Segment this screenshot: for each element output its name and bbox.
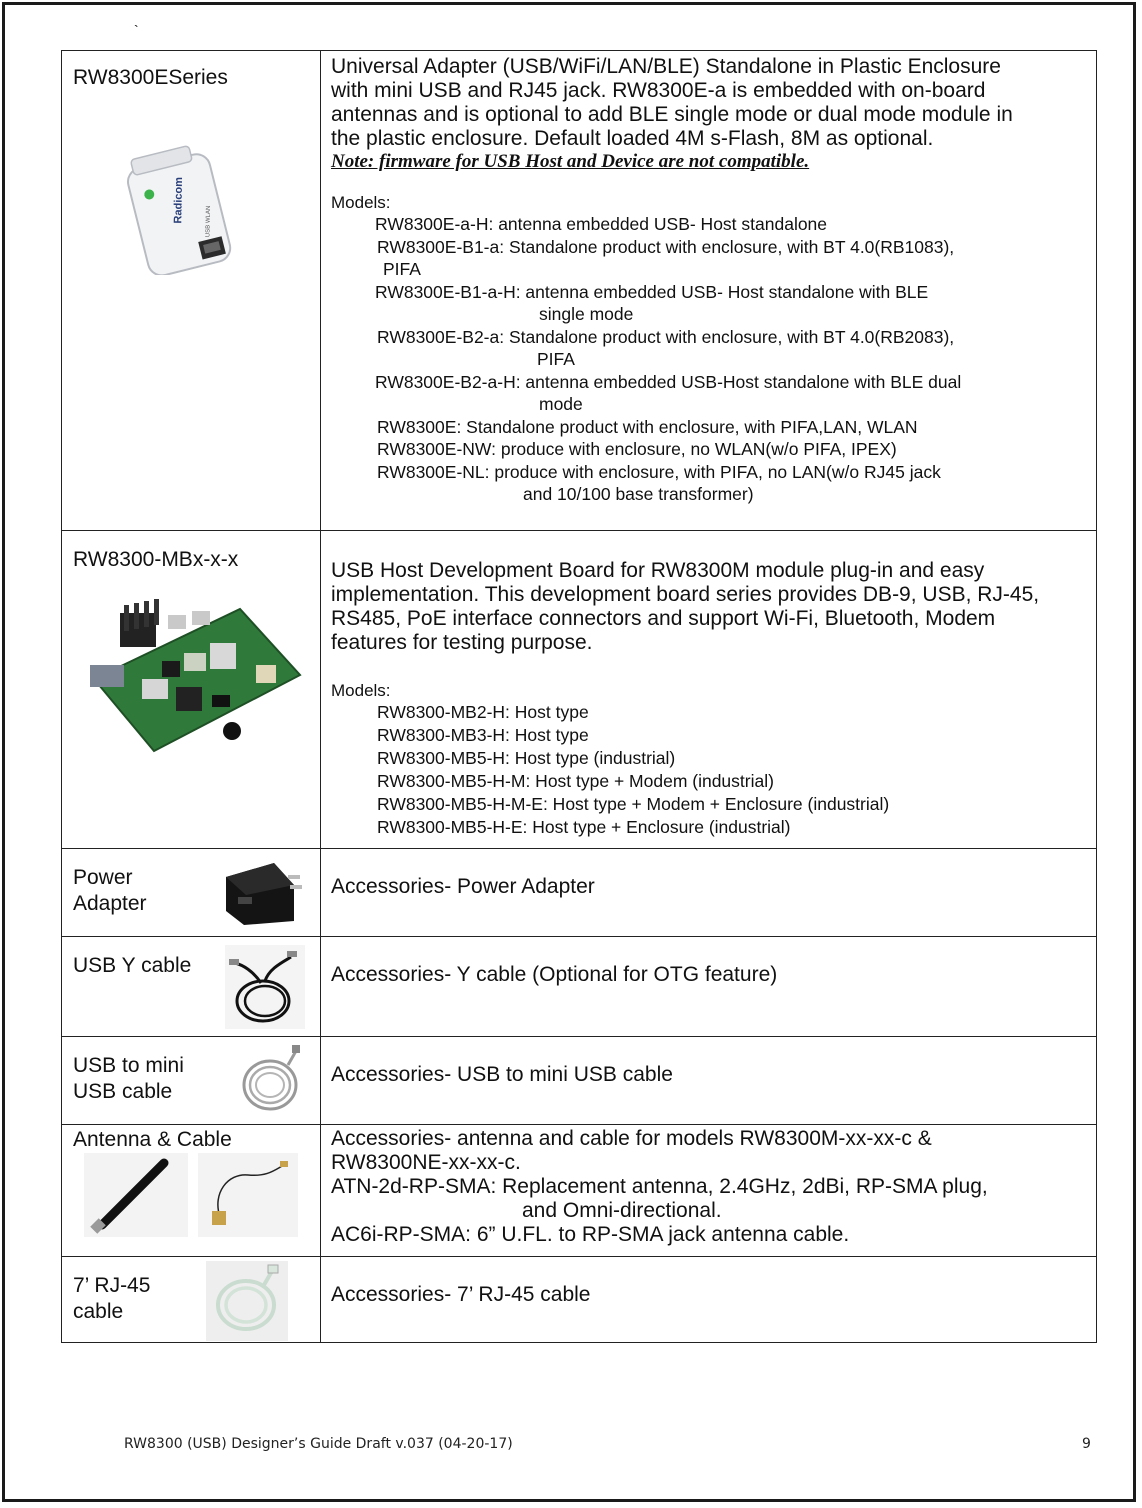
power-adapter-photo bbox=[218, 855, 304, 931]
product-table bbox=[61, 50, 1097, 1343]
desc-line: Accessories- Y cable (Optional for OTG feature) bbox=[331, 963, 778, 986]
description-cell bbox=[321, 51, 1097, 531]
model-entry: RW8300-MB5-H-M-E: Host type + Modem + Enclosure (industrial) bbox=[377, 794, 890, 814]
label-cell bbox=[62, 937, 321, 1037]
model-entry: RW8300E-NL: produce with enclosure, with PIFA, no LAN(w/o RJ45 jack and 10/100 base transformer) bbox=[377, 461, 941, 504]
desc-line: AC6i-RP-SMA: 6” U.FL. to RP-SMA jack antenna cable. bbox=[331, 1223, 850, 1246]
row-label: RW8300-MBx-x-x bbox=[73, 548, 239, 571]
y-cable-photo bbox=[225, 945, 305, 1029]
description-cell bbox=[321, 849, 1097, 937]
description-cell bbox=[321, 937, 1097, 1037]
desc-line: RS485, PoE interface connectors and support Wi-Fi, Bluetooth, Modem bbox=[331, 607, 996, 630]
table-row bbox=[62, 937, 1097, 1037]
desc-line: Universal Adapter (USB/WiFi/LAN/BLE) Standalone in Plastic Enclosure bbox=[331, 55, 1001, 78]
model-entry: RW8300E-B2-a: Standalone product with enclosure, with BT 4.0(RB2083), PIFA bbox=[377, 326, 955, 369]
model-entry: RW8300E-a-H: antenna embedded USB- Host standalone bbox=[375, 214, 828, 234]
desc-line: Accessories- antenna and cable for models RW8300M-xx-xx-c & bbox=[331, 1127, 932, 1150]
row-label: Antenna & Cable bbox=[73, 1128, 232, 1151]
device-sub-text: USB WLAN bbox=[205, 205, 212, 238]
model-entry: RW8300-MB5-H: Host type (industrial) bbox=[377, 748, 676, 768]
desc-line: RW8300NE-xx-xx-c. bbox=[331, 1151, 521, 1174]
table-row bbox=[62, 1257, 1097, 1343]
label-cell bbox=[62, 849, 321, 937]
description-cell bbox=[321, 531, 1097, 849]
model-entry: RW8300E-B1-a-H: antenna embedded USB- Host standalone with BLE single mode bbox=[375, 281, 929, 324]
firmware-note: Note: firmware for USB Host and Device are not compatible. bbox=[331, 151, 810, 172]
model-entry: RW8300E-NW: produce with enclosure, no WLAN(w/o PIFA, IPEX) bbox=[377, 439, 897, 459]
model-entry: RW8300-MB5-H-M: Host type + Modem (industrial) bbox=[377, 771, 774, 791]
antenna-photo bbox=[84, 1153, 188, 1237]
desc-line: features for testing purpose. bbox=[331, 631, 593, 654]
model-entry: RW8300E-B1-a: Standalone product with enclosure, with BT 4.0(RB1083), PIFA bbox=[377, 236, 955, 279]
row-label: Power Adapter bbox=[73, 866, 147, 915]
footer-title: RW8300 (USB) Designer’s Guide Draft v.037 (04-20-17) bbox=[124, 1436, 513, 1452]
label-cell bbox=[62, 1037, 321, 1125]
desc-line: Accessories- 7’ RJ-45 cable bbox=[331, 1283, 591, 1306]
mini-usb-cable-photo bbox=[236, 1043, 306, 1119]
desc-line: with mini USB and RJ45 jack. RW8300E-a is embedded with on-board bbox=[331, 79, 986, 102]
page-number: 9 bbox=[1082, 1436, 1091, 1452]
row-label: RW8300ESeries bbox=[73, 66, 228, 89]
label-cell bbox=[62, 1125, 321, 1257]
model-entry: RW8300-MB2-H: Host type bbox=[377, 702, 589, 722]
model-entry: RW8300-MB3-H: Host type bbox=[377, 725, 589, 745]
antenna-cable-photo bbox=[198, 1153, 298, 1237]
desc-line: the plastic enclosure. Default loaded 4M s-Flash, 8M as optional. bbox=[331, 127, 934, 150]
table-row bbox=[62, 531, 1097, 849]
table-row bbox=[62, 51, 1097, 531]
table-row bbox=[62, 849, 1097, 937]
label-cell bbox=[62, 1257, 321, 1343]
model-entry: RW8300-MB5-H-E: Host type + Enclosure (industrial) bbox=[377, 817, 791, 837]
stray-mark: ` bbox=[134, 22, 139, 38]
desc-line: ATN-2d-RP-SMA: Replacement antenna, 2.4GHz, 2dBi, RP-SMA plug, bbox=[331, 1175, 988, 1198]
dev-board-photo bbox=[80, 591, 306, 759]
model-entry: RW8300E-B2-a-H: antenna embedded USB-Host standalone with BLE dual mode bbox=[375, 371, 962, 414]
desc-line: implementation. This development board series provides DB-9, USB, RJ-45, bbox=[331, 583, 1040, 606]
model-entry: RW8300E: Standalone product with enclosure, with PIFA,LAN, WLAN bbox=[377, 416, 918, 437]
desc-line: antennas and is optional to add BLE single mode or dual mode module in bbox=[331, 103, 1013, 126]
desc-line: USB Host Development Board for RW8300M module plug-in and easy bbox=[331, 559, 985, 582]
description-cell bbox=[321, 1257, 1097, 1343]
table-row bbox=[62, 1037, 1097, 1125]
row-label: 7’ RJ-45 cable bbox=[73, 1274, 151, 1323]
desc-line: Accessories- USB to mini USB cable bbox=[331, 1063, 673, 1086]
description-cell bbox=[321, 1037, 1097, 1125]
label-cell bbox=[62, 531, 321, 849]
row-label: USB to mini USB cable bbox=[73, 1054, 184, 1103]
desc-line: Accessories- Power Adapter bbox=[331, 875, 595, 898]
description-cell bbox=[321, 1125, 1097, 1257]
models-heading: Models: bbox=[331, 681, 391, 700]
row-label: USB Y cable bbox=[73, 954, 192, 977]
label-cell bbox=[62, 51, 321, 531]
desc-line: and Omni-directional. bbox=[522, 1199, 722, 1222]
rj45-cable-photo bbox=[206, 1261, 288, 1341]
table-row bbox=[62, 1125, 1097, 1257]
device-brand-text: Radicom bbox=[172, 176, 186, 224]
models-heading: Models: bbox=[331, 193, 391, 212]
rw8300e-device-photo bbox=[122, 145, 242, 275]
